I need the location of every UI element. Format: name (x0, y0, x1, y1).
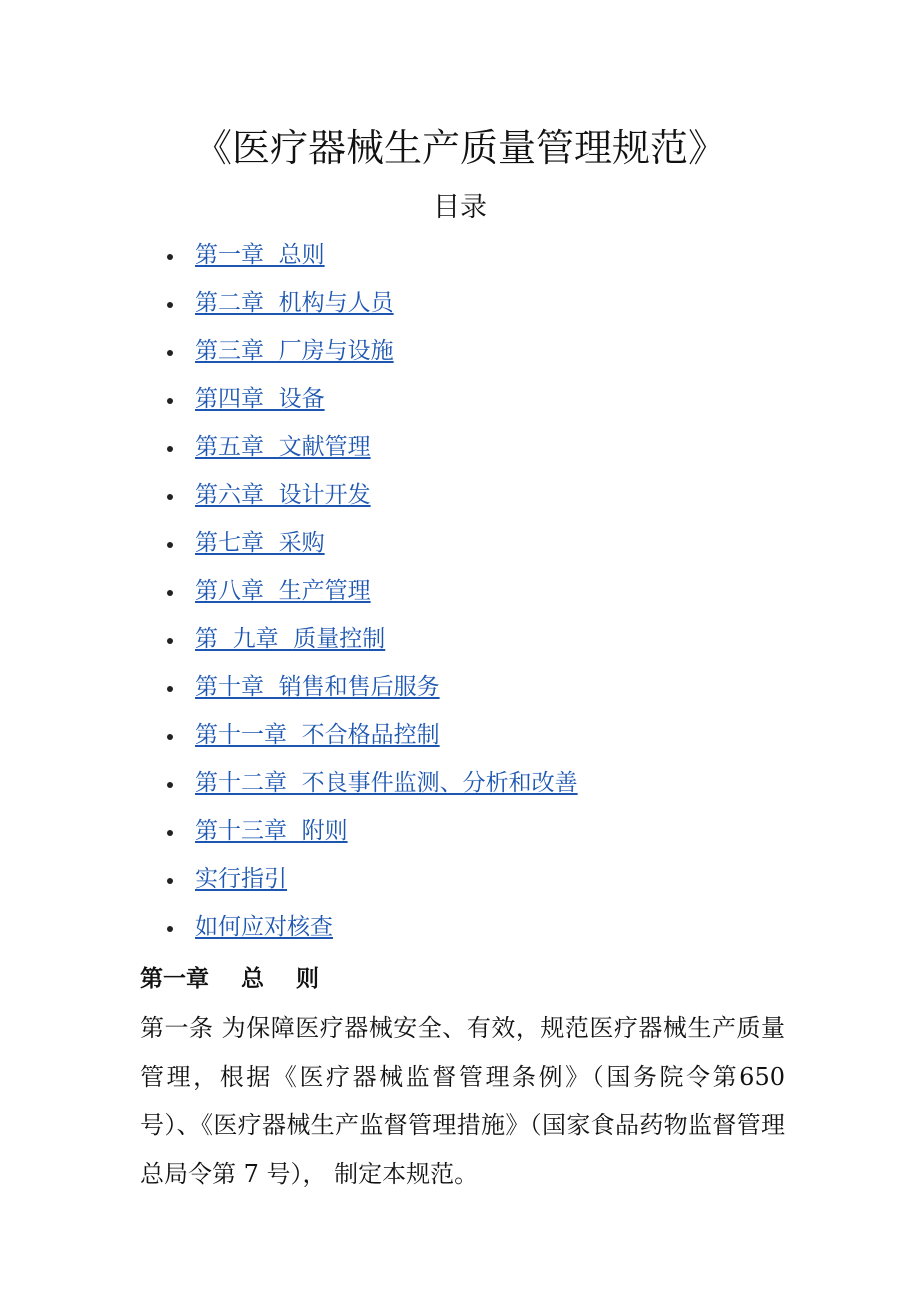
bullet-icon (167, 398, 173, 404)
bullet-icon (167, 350, 173, 356)
bullet-icon (167, 446, 173, 452)
toc-link-chapter-5[interactable]: 第五章 文献管理 (195, 434, 371, 460)
bullet-icon (167, 878, 173, 884)
toc-link-chapter-7[interactable]: 第七章 采购 (195, 530, 325, 556)
toc-link-chapter-9[interactable]: 第 九章 质量控制 (195, 626, 386, 652)
toc-heading: 目录 (433, 192, 487, 223)
toc-link-chapter-6[interactable]: 第六章 设计开发 (195, 482, 371, 508)
toc-link-chapter-8[interactable]: 第八章 生产管理 (195, 578, 371, 604)
toc-link-chapter-11[interactable]: 第十一章 不合格品控制 (195, 722, 440, 748)
chapter-heading: 第一章 总 则 (140, 965, 320, 992)
toc-link-implementation-guide[interactable]: 实行指引 (195, 866, 287, 892)
bullet-icon (167, 686, 173, 692)
document-title: 《医疗器械生产质量管理规范》 (193, 126, 726, 170)
bullet-icon (167, 926, 173, 932)
toc-link-chapter-2[interactable]: 第二章 机构与人员 (195, 290, 394, 316)
bullet-icon (167, 734, 173, 740)
bullet-icon (167, 494, 173, 500)
bullet-icon (167, 638, 173, 644)
toc-link-chapter-10[interactable]: 第十章 销售和售后服务 (195, 674, 440, 700)
bullet-icon (167, 302, 173, 308)
bullet-icon (167, 782, 173, 788)
article-paragraph: 第一条 为保障医疗器械安全、有效，规范医疗器械生产质量管理，根据《医疗器械监督管理条例》（国务院令第650号）、《医疗器械生产监督管理措施》（国家食品药物监督管理总局令第 7 号）， 制定本规范。 (140, 1014, 785, 1188)
bullet-icon (167, 830, 173, 836)
toc-link-chapter-13[interactable]: 第十三章 附则 (195, 818, 348, 844)
toc-link-chapter-3[interactable]: 第三章 厂房与设施 (195, 338, 394, 364)
bullet-icon (167, 542, 173, 548)
toc-link-inspection-response[interactable]: 如何应对核查 (195, 914, 333, 940)
toc-link-chapter-1[interactable]: 第一章 总则 (195, 242, 325, 268)
toc-link-chapter-4[interactable]: 第四章 设备 (195, 386, 325, 412)
toc-link-chapter-12[interactable]: 第十二章 不良事件监测、分析和改善 (195, 770, 578, 796)
bullet-icon (167, 590, 173, 596)
bullet-icon (167, 254, 173, 260)
